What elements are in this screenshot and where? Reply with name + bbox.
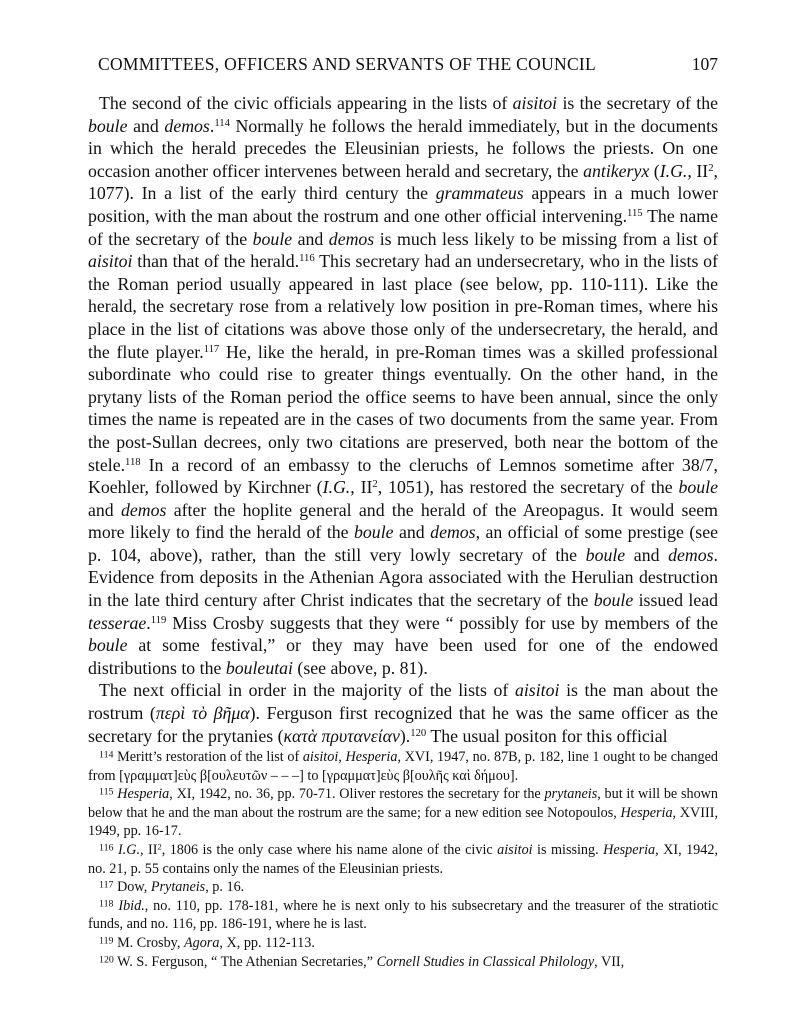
italic-text: Hesperia: [117, 786, 170, 803]
text-run: appears in a much lower position, with the man about the rostrum and one other official intervening.: [88, 183, 718, 226]
text-run: , II: [687, 160, 709, 181]
footnote-number: 117: [99, 879, 114, 891]
text-run: is the man about the rostrum (: [88, 680, 718, 724]
footnote-ref: 116: [299, 252, 315, 265]
italic-text: Hesperia: [620, 804, 673, 821]
footnote: [88, 953, 718, 972]
text-run: This secretary had an undersecretary, who in the lists of the Roman period usually appeared in last place (see below, pp. 110-111). Like the herald, the secretary rose from a relatively low position in pre-Roman times, where his place in the list of citations was above those only of the undersecretary, the herald, and the flute player.: [88, 251, 718, 362]
footnote-ref: 117: [203, 342, 220, 355]
footnote: [88, 748, 718, 785]
text-run: is the secretary of the: [557, 93, 718, 113]
text-run: and: [393, 522, 431, 543]
text-run: , X, pp. 112-113.: [219, 934, 315, 951]
italic-text: boule: [252, 228, 293, 249]
italic-text: boule: [585, 544, 626, 565]
italic-text: I.G.: [322, 477, 351, 498]
footnote-ref: 114: [214, 116, 230, 129]
italic-text: boule: [88, 635, 128, 656]
text-run: , 1051), has restored the secretary of the: [377, 477, 679, 498]
footnote-number: 114: [99, 749, 114, 761]
text-run: Normally he follows the herald immediately, but in the documents in which the herald precedes the Eleusinian priests, he follows the priests. On one occasion another officer intervenes between herald and secretary, the: [88, 115, 718, 181]
italic-text: grammateus: [435, 183, 524, 204]
italic-text: Ibid.: [118, 897, 145, 914]
text-run: , but it will be shown below that he and the man about the rostrum are the same; for a new edition see Notopoulos,: [88, 786, 719, 821]
text-run: , XI, 1942, no. 36, pp. 70-71. Oliver restores the secretary for the: [169, 786, 545, 803]
footnote-ref: 115: [627, 207, 643, 220]
italic-text: Cornell Studies in Classical Philology: [376, 953, 595, 970]
italic-text: demos: [668, 544, 714, 565]
text-run: and: [88, 499, 121, 520]
italic-text: κατὰ πρυτανείαν: [283, 725, 400, 746]
italic-text: bouleutai: [225, 657, 293, 678]
text-run: and: [292, 228, 329, 249]
text-run: ).: [399, 725, 411, 746]
text-run: The second of the civic officials appearing in the lists of: [99, 93, 513, 113]
text-run: , 1806 is the only case where his name alone of the civic: [161, 841, 498, 858]
italic-text: Prytaneis: [150, 879, 206, 896]
italic-text: demos: [164, 115, 210, 136]
text-run: He, like the herald, in pre-Roman times was a skilled professional subordinate who could rise to greater things eventually. On the other hand, in the prytany lists of the Roman period the office seems to have been annual, since the only times the name is repeated are in the cases of two documents from the same year. From the post-Sullan decrees, only two citations are preserved, both near the bottom of the stele.: [88, 341, 718, 475]
text-run: The name of the secretary of the: [88, 205, 718, 249]
italic-text: aisitoi: [514, 680, 560, 701]
text-run: after the hoplite general and the herald of the Areopagus. It would seem more likely to find the herald of the: [88, 499, 719, 543]
footnote-ref: 119: [150, 613, 167, 626]
footnote: [88, 934, 718, 953]
italic-text: demos: [430, 522, 476, 543]
body-text: [88, 92, 718, 747]
running-header: [98, 54, 718, 78]
italic-text: demos: [120, 499, 167, 520]
italic-text: antikeryx: [583, 160, 650, 181]
italic-text: I.G.: [659, 160, 688, 181]
text-run: W. S. Ferguson, “ The Athenian Secretaries,”: [113, 953, 377, 970]
italic-text: demos: [328, 228, 375, 249]
text-run: , 1077). In a list of the early third century the: [88, 160, 718, 204]
footnotes: [88, 748, 718, 971]
text-run: .: [146, 612, 151, 633]
footnote: [88, 841, 718, 878]
footnote-number: 115: [99, 786, 114, 798]
superscript: 2: [708, 161, 714, 174]
text-run: at some festival,” or they may have been used for one of the endowed distributions to the: [88, 635, 718, 678]
italic-text: prytaneis: [544, 786, 598, 803]
italic-text: tesserae: [88, 612, 147, 633]
text-run: is missing.: [532, 841, 604, 858]
text-run: and: [625, 544, 669, 565]
paragraph: [88, 92, 718, 679]
footnote-number: 116: [99, 842, 114, 854]
superscript: 2: [157, 841, 162, 852]
italic-text: Hesperia: [603, 841, 656, 858]
text-run: , II: [350, 477, 373, 498]
text-run: , XVI, 1947, no. 87B, p. 182, line 1 ought to be changed from [γραμματ]εὺς β[ουλευτῶν – – –] to [γραμματ]εὺς β[ουλῆς καὶ δήμου].: [88, 749, 718, 784]
text-run: , VII,: [594, 953, 625, 970]
text-run: , XVIII, 1949, pp. 16-17.: [88, 804, 718, 840]
italic-text: Agora: [183, 934, 220, 951]
italic-text: aisitoi, Hesperia: [302, 749, 398, 765]
text-run: and: [127, 115, 165, 136]
text-run: , XI, 1942, no. 21, p. 55 contains only the names of the Eleusinian priests.: [88, 841, 718, 877]
text-run: (: [649, 160, 660, 181]
text-run: The usual positon for this official: [426, 725, 668, 746]
text-run: , p. 16.: [205, 879, 245, 896]
page-number: 107: [691, 54, 718, 74]
text-run: .: [209, 115, 215, 136]
italic-text: boule: [678, 477, 719, 498]
text-run: Meritt’s restoration of the list of: [113, 749, 303, 765]
text-run: In a record of an embassy to the cleruchs of Lemnos sometime after 38/7, Koehler, followed by Kirchner (: [88, 454, 718, 498]
text-run: Miss Crosby suggests that they were “ possibly for use by members of the: [166, 612, 718, 633]
running-title: COMMITTEES, OFFICERS AND SERVANTS OF THE COUNCIL: [98, 54, 597, 74]
text-run: is much less likely to be missing from a list of: [374, 228, 718, 249]
italic-text: aisitoi: [497, 841, 533, 858]
italic-text: περὶ τὸ βῆμα: [155, 703, 250, 724]
italic-text: aisitoi: [88, 251, 133, 272]
footnote: [88, 785, 718, 841]
text-run: . Evidence from deposits in the Athenian Agora associated with the Herulian destruction in the late third century after Christ indicates that the secretary of the: [88, 544, 718, 611]
paragraph: [88, 679, 718, 747]
text-run: M. Crosby,: [113, 934, 184, 951]
text-run: ). Ferguson first recognized that he was the same officer as the secretary for the prytanies (: [88, 703, 718, 746]
italic-text: boule: [593, 590, 634, 611]
footnote: [88, 897, 718, 934]
text-run: The next official in order in the majority of the lists of: [99, 680, 515, 701]
footnote-ref: 118: [125, 455, 141, 468]
text-run: , no. 110, pp. 178-181, where he is next only to his subsecretary and the treasurer of the stratiotic funds, and no. 116, pp. 186-191, where he is last.: [88, 897, 718, 933]
footnote-number: 118: [99, 898, 114, 910]
footnote-number: 120: [99, 954, 114, 966]
text-run: (see above, p. 81).: [292, 657, 428, 678]
footnote-number: 119: [99, 935, 114, 947]
text-run: , an official of some prestige (see p. 104, above), rather, than the still very lowly secretary of the: [88, 522, 718, 565]
italic-text: I.G.: [117, 841, 141, 858]
text-run: issued lead: [633, 590, 718, 611]
text-run: , II: [140, 841, 158, 858]
italic-text: aisitoi: [512, 93, 558, 113]
italic-text: boule: [88, 115, 128, 136]
superscript: 2: [372, 478, 378, 491]
footnote: [88, 878, 718, 897]
footnote-ref: 120: [410, 726, 427, 739]
text-run: than that of the herald.: [132, 251, 300, 272]
text-run: Dow,: [113, 879, 151, 896]
italic-text: boule: [354, 522, 394, 543]
